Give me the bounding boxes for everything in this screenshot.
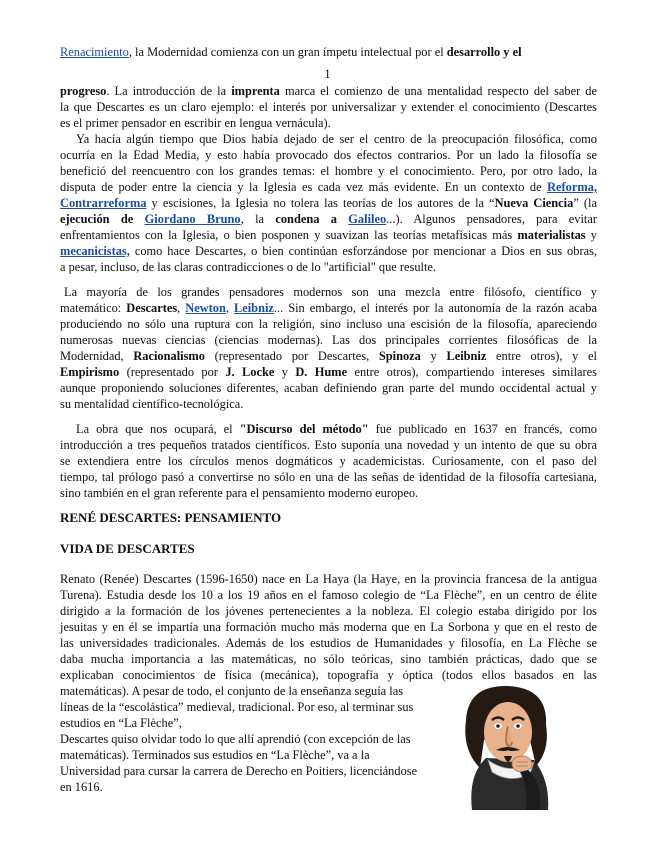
- para2-line1: Ya hacía algún tiempo que Dios había dejado de ser el centro de la preocupación filosófica, como: [76, 132, 597, 146]
- para3-line1: La mayoría de los grandes pensadores modernos son una mezcla entre filósofo, científico y: [64, 285, 597, 299]
- para3-line7: aunque proponiendo soluciones diferentes, acaban definiendo gran parte del mundo occidental actual y: [60, 381, 597, 395]
- para5-line11: Descartes quiso olvidar todo lo que allí aprendió (con excepción de las: [60, 732, 411, 746]
- para1-line1: progreso. La introducción de la imprenta marca el comienzo de una mentalidad respecto del saber de: [60, 84, 597, 98]
- para2-line3: benefició del reencuentro con los grandes temas: el hombre y el conocimiento. Pero, por otro lado, la: [60, 164, 597, 178]
- heading-pensamiento: RENÉ DESCARTES: PENSAMIENTO: [60, 510, 282, 525]
- para2-line7: enfrentamientos con la Iglesia, o bien posponen y suavizan las teorías metafísicas más materialistas y: [60, 228, 597, 242]
- para3-line2: matemático: Descartes, Newton, Leibniz... Sin embargo, el interés por la autonomía de la razón acaba: [60, 301, 597, 315]
- link-contrarreforma[interactable]: Contrarreforma: [60, 196, 147, 210]
- para5-line12: matemáticas). Terminados sus estudios en “La Flèche”, va a la: [60, 748, 370, 762]
- link-reforma[interactable]: Reforma,: [547, 180, 597, 194]
- para5-line9: líneas de la “escolástica” medieval, tradicional. Por eso, al terminar sus: [60, 700, 414, 714]
- link-mecanicistas[interactable]: mecanicistas,: [60, 244, 130, 258]
- para5-line13: Universidad para cursar la carrera de Derecho en Poitiers, licenciándose: [60, 764, 418, 778]
- link-giordano-bruno[interactable]: Giordano Bruno: [144, 212, 241, 226]
- para5-line7: explicaban conocimientos de física (mecánica), topografía y óptica (todos ellos basados en las: [60, 668, 597, 682]
- para1-line2: la que Descartes es un claro ejemplo: el interés por universalizar y extender el conocimiento (Descartes: [60, 100, 597, 114]
- para5-line1: Renato (Renée) Descartes (1596-1650) nace en La Haya (la Haye, en la provincia francesa de la antigua: [60, 572, 597, 586]
- para3-line3: produciendo no sólo una ruptura con la religión, sino incluso una escisión de la filosofía, apareciendo: [60, 317, 597, 331]
- para2-line4: disputa de poder entre la ciencia y la Iglesia es cada vez más evidente. En un contexto de Reforma,: [60, 180, 597, 194]
- link-galileo[interactable]: Galileo: [348, 212, 387, 226]
- top-line: Renacimiento, la Modernidad comienza con un gran ímpetu intelectual por el desarrollo y el: [60, 45, 522, 59]
- para3-line6: Empirismo (representado por J. Locke y D. Hume entre otros), compartiendo intereses similares: [60, 365, 597, 379]
- para2-line5: Contrarreforma y escisiones, la Iglesia no tolera las teorías de los autores de la “Nueva Ciencia” (la: [60, 196, 597, 210]
- para4-line1: La obra que nos ocupará, el "Discurso del método" fue publicado en 1637 en francés, como: [76, 422, 598, 436]
- link-newton[interactable]: Newton: [185, 301, 226, 315]
- para2-line8: mecanicistas, como hace Descartes, o bien continúan esforzándose por mencionar a Dios en sus obras,: [60, 244, 597, 258]
- heading-vida: VIDA DE DESCARTES: [60, 541, 195, 556]
- para1-line3: es el primer pensador en escribir en lengua vernácula).: [60, 116, 331, 130]
- para5-line8: matemáticas). A pesar de todo, el conjunto de la enseñanza seguía las: [60, 684, 404, 698]
- link-leibniz[interactable]: Leibniz: [233, 301, 274, 315]
- para4-line2: introducción a tres pequeños tratados científicos. Esto suponía una novedad y un intento de que su obra: [60, 438, 597, 452]
- para4-line3: se extendiera entre los círculos menos dogmáticos y academicistas. Curiosamente, con el paso del: [60, 454, 597, 468]
- link-renacimiento[interactable]: Renacimiento: [60, 45, 129, 59]
- para5-line14: en 1616.: [60, 780, 103, 794]
- para5-line5: las universidades tradicionales. Además de los estudios de Humanidades y filosofía, en La Flèche se: [60, 636, 597, 650]
- para3-line4: numerosas nuevas ciencias (ciencias modernas). Las dos principales corrientes filosóficas de la: [60, 333, 597, 347]
- para3-line8: su mentalidad científico-tecnológica.: [60, 397, 244, 411]
- para5-line6: daba mucha importancia a las matemáticas, no sólo teóricas, sino también prácticas, dado que se: [60, 652, 597, 666]
- para4-line4: tiempo, tal prólogo pasó a convertirse no sólo en una de las señas de identidad de la filosofía cartesiana,: [60, 470, 597, 484]
- para5-line4: jesuitas y en él se impartía una formación mucho más moderna que en La Sorbona y que en el resto de: [60, 620, 597, 634]
- para4-line5: sino también en el gran referente para el pensamiento moderno europeo.: [60, 486, 419, 500]
- para2-line6: ejecución de Giordano Bruno, la condena a Galileo...). Algunos pensadores, para evitar: [60, 212, 597, 226]
- para3-line5: Modernidad, Racionalismo (representado por Descartes, Spinoza y Leibniz entre otros), y el: [60, 349, 598, 363]
- para5-line10: estudios en “La Flèche”,: [60, 716, 182, 730]
- para5-line2: Turena). Estudia desde los 10 a los 19 años en el famoso colegio de “La Flèche”, en un centro de élite: [60, 588, 597, 602]
- para2-line9: a pesar, incluso, de las claras contradicciones o de lo "artificial" que resulte.: [60, 260, 437, 274]
- descartes-caricature-image: [438, 680, 578, 810]
- para2-line2: ocurría en la Edad Media, y esto había provocado dos efectos contrarios. Por un lado la filosofía se: [60, 148, 597, 162]
- para5-line3: dirigido a la formación de los jóvenes pertenecientes a la nobleza. El colegio estaba dirigido por los: [60, 604, 597, 618]
- page-number: 1: [324, 67, 331, 81]
